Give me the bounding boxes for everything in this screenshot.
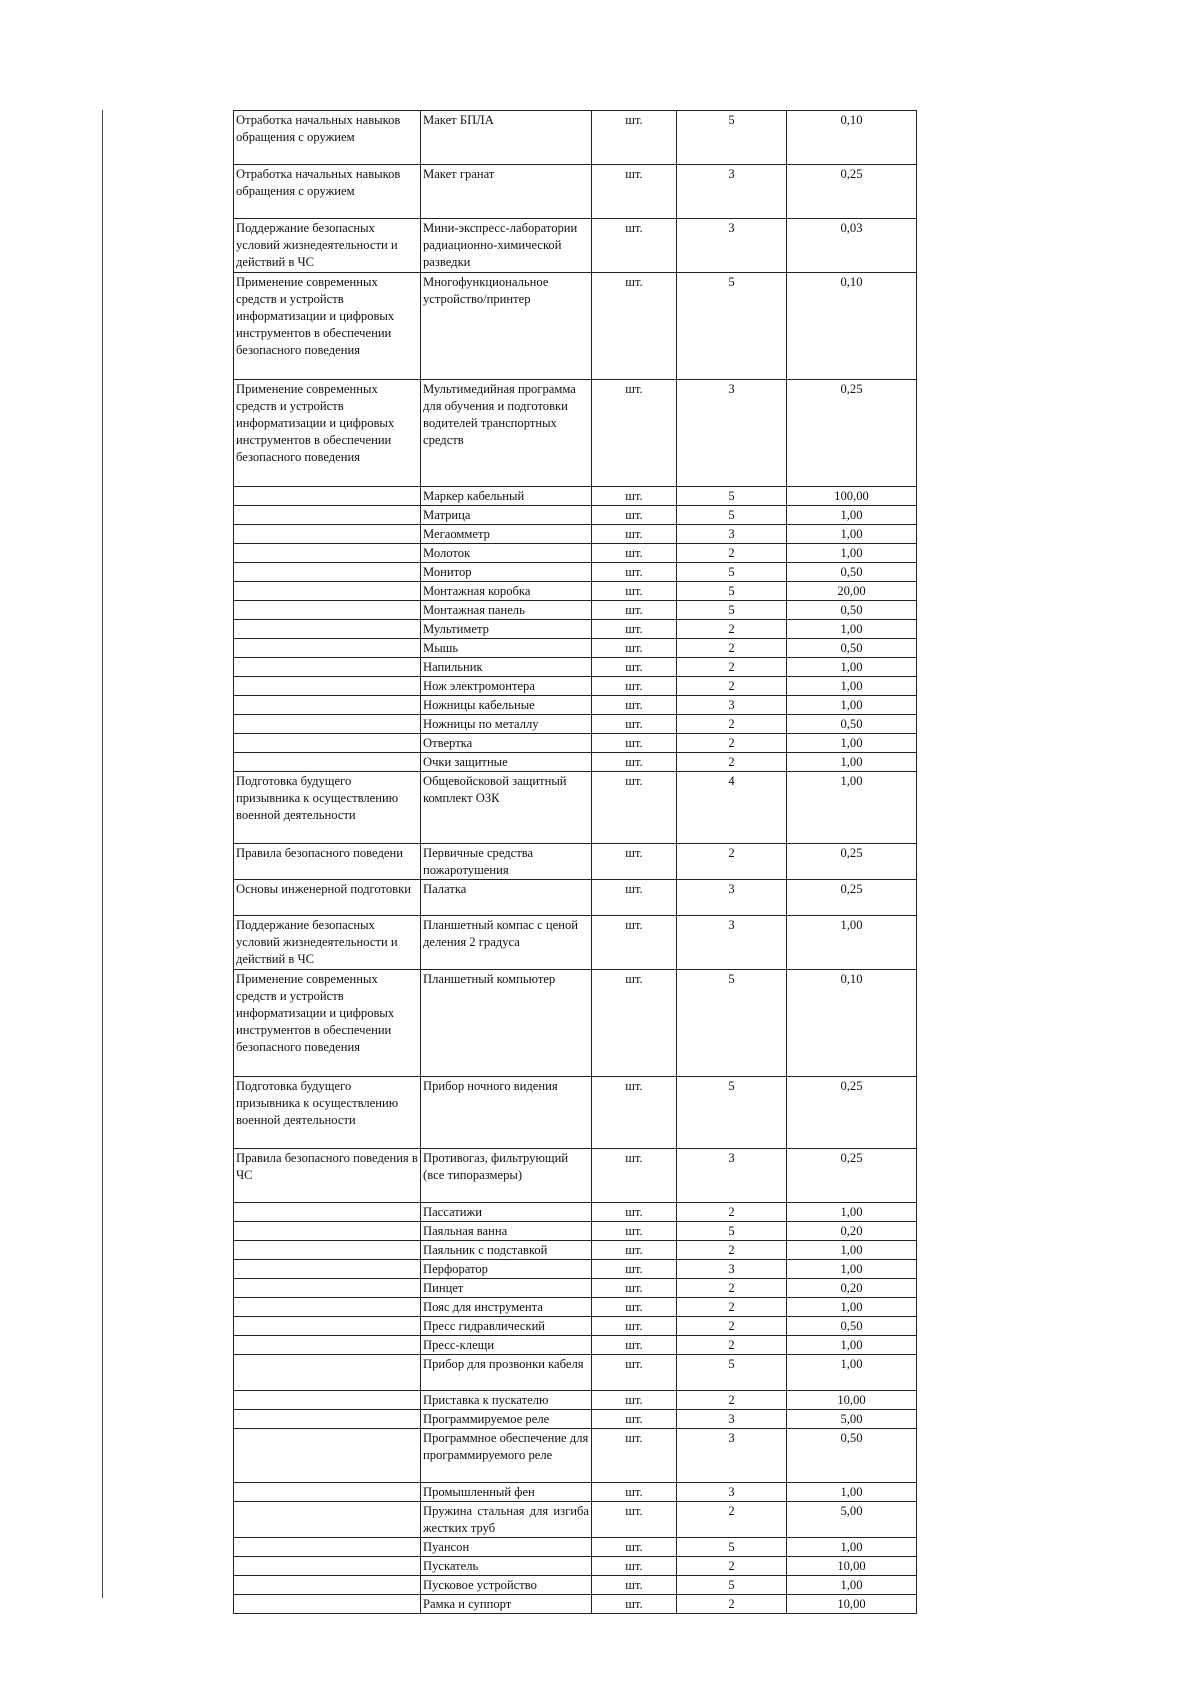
section-cell	[234, 734, 421, 753]
quantity-cell: 3	[677, 880, 787, 916]
item-name-cell: Матрица	[421, 506, 592, 525]
quantity-cell: 2	[677, 1317, 787, 1336]
item-name-cell: Пусковое устройство	[421, 1576, 592, 1595]
coefficient-cell: 0,50	[787, 563, 917, 582]
coefficient-cell: 0,25	[787, 880, 917, 916]
table-row	[234, 1077, 917, 1149]
section-cell	[234, 544, 421, 563]
coefficient-cell: 1,00	[787, 1260, 917, 1279]
table-row	[234, 1538, 917, 1557]
table-row	[234, 111, 917, 165]
coefficient-cell: 1,00	[787, 506, 917, 525]
page-margin-line	[102, 110, 103, 1598]
coefficient-cell: 1,00	[787, 1241, 917, 1260]
table-row	[234, 380, 917, 487]
table-row	[234, 677, 917, 696]
section-cell: Подготовка будущего призывника к осуществлению военной деятельности	[234, 772, 421, 844]
item-name-cell: Программируемое реле	[421, 1410, 592, 1429]
section-cell	[234, 1410, 421, 1429]
quantity-cell: 2	[677, 658, 787, 677]
table-row	[234, 715, 917, 734]
item-name-cell: Монитор	[421, 563, 592, 582]
unit-cell: шт.	[592, 844, 677, 880]
table-row	[234, 1241, 917, 1260]
coefficient-cell: 0,25	[787, 844, 917, 880]
section-cell: Применение современных средств и устройств информатизации и цифровых инструментов в обеспечении безопасного поведения	[234, 380, 421, 487]
item-name-cell: Монтажная коробка	[421, 582, 592, 601]
coefficient-cell: 1,00	[787, 753, 917, 772]
item-name-cell: Пинцет	[421, 1279, 592, 1298]
section-cell	[234, 620, 421, 639]
item-name-cell: Монтажная панель	[421, 601, 592, 620]
item-name-cell: Пресс-клещи	[421, 1336, 592, 1355]
section-cell	[234, 715, 421, 734]
table-row	[234, 1149, 917, 1203]
section-cell: Отработка начальных навыков обращения с оружием	[234, 165, 421, 219]
quantity-cell: 2	[677, 1279, 787, 1298]
unit-cell: шт.	[592, 380, 677, 487]
unit-cell: шт.	[592, 525, 677, 544]
quantity-cell: 3	[677, 1149, 787, 1203]
item-name-cell: Мультимедийная программа для обучения и подготовки водителей транспортных средств	[421, 380, 592, 487]
quantity-cell: 2	[677, 715, 787, 734]
unit-cell: шт.	[592, 273, 677, 380]
coefficient-cell: 1,00	[787, 916, 917, 970]
coefficient-cell: 1,00	[787, 677, 917, 696]
section-cell	[234, 1557, 421, 1576]
unit-cell: шт.	[592, 639, 677, 658]
item-name-cell: Противогаз, фильтрующий (все типоразмеры)	[421, 1149, 592, 1203]
coefficient-cell: 1,00	[787, 1355, 917, 1391]
equipment-table-body	[234, 111, 917, 1614]
unit-cell: шт.	[592, 1595, 677, 1614]
item-name-cell: Палатка	[421, 880, 592, 916]
item-name-cell: Перфоратор	[421, 1260, 592, 1279]
table-row	[234, 753, 917, 772]
table-row	[234, 772, 917, 844]
item-name-cell: Многофункциональное устройство/принтер	[421, 273, 592, 380]
unit-cell: шт.	[592, 111, 677, 165]
item-name-cell: Паяльная ванна	[421, 1222, 592, 1241]
unit-cell: шт.	[592, 544, 677, 563]
unit-cell: шт.	[592, 734, 677, 753]
table-row	[234, 165, 917, 219]
quantity-cell: 2	[677, 1336, 787, 1355]
quantity-cell: 3	[677, 165, 787, 219]
quantity-cell: 2	[677, 1241, 787, 1260]
quantity-cell: 3	[677, 696, 787, 715]
quantity-cell: 3	[677, 1260, 787, 1279]
table-row	[234, 544, 917, 563]
section-cell: Правила безопасного поведения в ЧС	[234, 1149, 421, 1203]
section-cell: Применение современных средств и устройств информатизации и цифровых инструментов в обеспечении безопасного поведения	[234, 970, 421, 1077]
table-row	[234, 273, 917, 380]
table-row	[234, 1595, 917, 1614]
item-name-cell: Мышь	[421, 639, 592, 658]
coefficient-cell: 1,00	[787, 525, 917, 544]
table-row	[234, 916, 917, 970]
unit-cell: шт.	[592, 970, 677, 1077]
coefficient-cell: 0,10	[787, 970, 917, 1077]
table-row	[234, 1203, 917, 1222]
table-row	[234, 970, 917, 1077]
table-row	[234, 1260, 917, 1279]
item-name-cell: Приставка к пускателю	[421, 1391, 592, 1410]
item-name-cell: Пускатель	[421, 1557, 592, 1576]
coefficient-cell: 0,25	[787, 1077, 917, 1149]
coefficient-cell: 1,00	[787, 734, 917, 753]
item-name-cell: Ножницы кабельные	[421, 696, 592, 715]
quantity-cell: 2	[677, 1557, 787, 1576]
quantity-cell: 2	[677, 620, 787, 639]
unit-cell: шт.	[592, 1410, 677, 1429]
coefficient-cell: 5,00	[787, 1502, 917, 1538]
section-cell	[234, 658, 421, 677]
coefficient-cell: 20,00	[787, 582, 917, 601]
section-cell	[234, 1298, 421, 1317]
coefficient-cell: 1,00	[787, 544, 917, 563]
coefficient-cell: 0,25	[787, 380, 917, 487]
coefficient-cell: 0,50	[787, 639, 917, 658]
table-row	[234, 1502, 917, 1538]
table-row	[234, 582, 917, 601]
quantity-cell: 2	[677, 639, 787, 658]
quantity-cell: 2	[677, 1298, 787, 1317]
unit-cell: шт.	[592, 696, 677, 715]
coefficient-cell: 0,03	[787, 219, 917, 273]
quantity-cell: 5	[677, 111, 787, 165]
coefficient-cell: 100,00	[787, 487, 917, 506]
table-row	[234, 620, 917, 639]
section-cell	[234, 1260, 421, 1279]
quantity-cell: 5	[677, 582, 787, 601]
unit-cell: шт.	[592, 880, 677, 916]
table-row	[234, 506, 917, 525]
table-row	[234, 1576, 917, 1595]
section-cell	[234, 1595, 421, 1614]
unit-cell: шт.	[592, 165, 677, 219]
item-name-cell: Общевойсковой защитный комплект ОЗК	[421, 772, 592, 844]
quantity-cell: 2	[677, 677, 787, 696]
unit-cell: шт.	[592, 563, 677, 582]
section-cell	[234, 506, 421, 525]
quantity-cell: 5	[677, 1077, 787, 1149]
table-row	[234, 601, 917, 620]
item-name-cell: Первичные средства пожаротушения	[421, 844, 592, 880]
quantity-cell: 5	[677, 1355, 787, 1391]
coefficient-cell: 1,00	[787, 658, 917, 677]
unit-cell: шт.	[592, 1557, 677, 1576]
coefficient-cell: 1,00	[787, 1298, 917, 1317]
quantity-cell: 5	[677, 273, 787, 380]
quantity-cell: 5	[677, 970, 787, 1077]
unit-cell: шт.	[592, 1483, 677, 1502]
table-row	[234, 1483, 917, 1502]
unit-cell: шт.	[592, 753, 677, 772]
section-cell	[234, 1203, 421, 1222]
section-cell	[234, 1317, 421, 1336]
quantity-cell: 5	[677, 487, 787, 506]
coefficient-cell: 0,10	[787, 273, 917, 380]
unit-cell: шт.	[592, 1355, 677, 1391]
item-name-cell: Макет гранат	[421, 165, 592, 219]
unit-cell: шт.	[592, 1203, 677, 1222]
unit-cell: шт.	[592, 772, 677, 844]
item-name-cell: Пресс гидравлический	[421, 1317, 592, 1336]
item-name-cell: Прибор ночного видения	[421, 1077, 592, 1149]
quantity-cell: 2	[677, 1595, 787, 1614]
unit-cell: шт.	[592, 658, 677, 677]
table-row	[234, 1298, 917, 1317]
section-cell	[234, 677, 421, 696]
section-cell: Поддержание безопасных условий жизнедеятельности и действий в ЧС	[234, 219, 421, 273]
coefficient-cell: 10,00	[787, 1391, 917, 1410]
coefficient-cell: 1,00	[787, 620, 917, 639]
item-name-cell: Пассатижи	[421, 1203, 592, 1222]
coefficient-cell: 0,10	[787, 111, 917, 165]
coefficient-cell: 0,50	[787, 1429, 917, 1483]
item-name-cell: Молоток	[421, 544, 592, 563]
quantity-cell: 3	[677, 525, 787, 544]
coefficient-cell: 10,00	[787, 1557, 917, 1576]
quantity-cell: 5	[677, 563, 787, 582]
coefficient-cell: 0,25	[787, 1149, 917, 1203]
table-row	[234, 696, 917, 715]
quantity-cell: 3	[677, 219, 787, 273]
quantity-cell: 2	[677, 753, 787, 772]
quantity-cell: 5	[677, 506, 787, 525]
section-cell: Применение современных средств и устройств информатизации и цифровых инструментов в обеспечении безопасного поведения	[234, 273, 421, 380]
quantity-cell: 3	[677, 1483, 787, 1502]
table-row	[234, 658, 917, 677]
quantity-cell: 5	[677, 1538, 787, 1557]
section-cell	[234, 582, 421, 601]
section-cell	[234, 1538, 421, 1557]
item-name-cell: Мультиметр	[421, 620, 592, 639]
unit-cell: шт.	[592, 219, 677, 273]
quantity-cell: 2	[677, 1502, 787, 1538]
coefficient-cell: 1,00	[787, 1336, 917, 1355]
quantity-cell: 3	[677, 1410, 787, 1429]
unit-cell: шт.	[592, 620, 677, 639]
coefficient-cell: 1,00	[787, 772, 917, 844]
section-cell	[234, 1429, 421, 1483]
coefficient-cell: 10,00	[787, 1595, 917, 1614]
unit-cell: шт.	[592, 1502, 677, 1538]
table-row	[234, 844, 917, 880]
section-cell	[234, 563, 421, 582]
unit-cell: шт.	[592, 1317, 677, 1336]
unit-cell: шт.	[592, 1260, 677, 1279]
coefficient-cell: 0,20	[787, 1279, 917, 1298]
coefficient-cell: 0,25	[787, 165, 917, 219]
unit-cell: шт.	[592, 582, 677, 601]
table-row	[234, 1317, 917, 1336]
item-name-cell: Напильник	[421, 658, 592, 677]
coefficient-cell: 0,50	[787, 601, 917, 620]
item-name-cell: Программное обеспечение для программируемого реле	[421, 1429, 592, 1483]
section-cell	[234, 1391, 421, 1410]
quantity-cell: 4	[677, 772, 787, 844]
coefficient-cell: 1,00	[787, 1538, 917, 1557]
section-cell: Поддержание безопасных условий жизнедеятельности и действий в ЧС	[234, 916, 421, 970]
coefficient-cell: 0,50	[787, 715, 917, 734]
item-name-cell: Мини-экспресс-лаборатории радиационно-химической разведки	[421, 219, 592, 273]
table-row	[234, 1410, 917, 1429]
item-name-cell: Пояс для инструмента	[421, 1298, 592, 1317]
section-cell	[234, 1355, 421, 1391]
table-row	[234, 1429, 917, 1483]
section-cell	[234, 1222, 421, 1241]
section-cell	[234, 753, 421, 772]
table-row	[234, 1391, 917, 1410]
unit-cell: шт.	[592, 487, 677, 506]
unit-cell: шт.	[592, 1576, 677, 1595]
section-cell: Основы инженерной подготовки	[234, 880, 421, 916]
unit-cell: шт.	[592, 715, 677, 734]
unit-cell: шт.	[592, 1279, 677, 1298]
unit-cell: шт.	[592, 916, 677, 970]
unit-cell: шт.	[592, 1149, 677, 1203]
quantity-cell: 3	[677, 380, 787, 487]
table-row	[234, 563, 917, 582]
quantity-cell: 2	[677, 734, 787, 753]
section-cell	[234, 1279, 421, 1298]
section-cell	[234, 487, 421, 506]
table-row	[234, 1222, 917, 1241]
coefficient-cell: 1,00	[787, 1203, 917, 1222]
item-name-cell: Очки защитные	[421, 753, 592, 772]
table-row	[234, 734, 917, 753]
section-cell	[234, 1241, 421, 1260]
item-name-cell: Паяльник с подставкой	[421, 1241, 592, 1260]
unit-cell: шт.	[592, 506, 677, 525]
quantity-cell: 3	[677, 916, 787, 970]
table-row	[234, 219, 917, 273]
quantity-cell: 3	[677, 1429, 787, 1483]
table-row	[234, 1279, 917, 1298]
item-name-cell: Планшетный компас с ценой деления 2 градуса	[421, 916, 592, 970]
unit-cell: шт.	[592, 1538, 677, 1557]
unit-cell: шт.	[592, 1241, 677, 1260]
table-row	[234, 1336, 917, 1355]
table-row	[234, 525, 917, 544]
item-name-cell: Планшетный компьютер	[421, 970, 592, 1077]
table-row	[234, 880, 917, 916]
item-name-cell: Мегаомметр	[421, 525, 592, 544]
unit-cell: шт.	[592, 677, 677, 696]
section-cell	[234, 639, 421, 658]
section-cell: Отработка начальных навыков обращения с оружием	[234, 111, 421, 165]
section-cell: Подготовка будущего призывника к осуществлению военной деятельности	[234, 1077, 421, 1149]
coefficient-cell: 1,00	[787, 1576, 917, 1595]
coefficient-cell: 0,50	[787, 1317, 917, 1336]
unit-cell: шт.	[592, 1077, 677, 1149]
table-row	[234, 639, 917, 658]
table-row	[234, 1557, 917, 1576]
quantity-cell: 2	[677, 1203, 787, 1222]
item-name-cell: Отвертка	[421, 734, 592, 753]
quantity-cell: 2	[677, 544, 787, 563]
unit-cell: шт.	[592, 1298, 677, 1317]
section-cell	[234, 1576, 421, 1595]
quantity-cell: 2	[677, 1391, 787, 1410]
unit-cell: шт.	[592, 1222, 677, 1241]
quantity-cell: 5	[677, 601, 787, 620]
coefficient-cell: 1,00	[787, 696, 917, 715]
section-cell	[234, 696, 421, 715]
section-cell	[234, 525, 421, 544]
item-name-cell: Нож электромонтера	[421, 677, 592, 696]
quantity-cell: 2	[677, 844, 787, 880]
unit-cell: шт.	[592, 1429, 677, 1483]
item-name-cell: Маркер кабельный	[421, 487, 592, 506]
section-cell	[234, 1502, 421, 1538]
item-name-cell: Пружина стальная для изгиба жестких труб	[421, 1502, 592, 1538]
table-row	[234, 1355, 917, 1391]
item-name-cell: Макет БПЛА	[421, 111, 592, 165]
section-cell	[234, 1483, 421, 1502]
section-cell: Правила безопасного поведени	[234, 844, 421, 880]
item-name-cell: Ножницы по металлу	[421, 715, 592, 734]
item-name-cell: Пуансон	[421, 1538, 592, 1557]
table-row	[234, 487, 917, 506]
coefficient-cell: 5,00	[787, 1410, 917, 1429]
section-cell	[234, 601, 421, 620]
item-name-cell: Рамка и суппорт	[421, 1595, 592, 1614]
quantity-cell: 5	[677, 1222, 787, 1241]
item-name-cell: Прибор для прозвонки кабеля	[421, 1355, 592, 1391]
unit-cell: шт.	[592, 1391, 677, 1410]
quantity-cell: 5	[677, 1576, 787, 1595]
coefficient-cell: 1,00	[787, 1483, 917, 1502]
item-name-cell: Промышленный фен	[421, 1483, 592, 1502]
unit-cell: шт.	[592, 601, 677, 620]
unit-cell: шт.	[592, 1336, 677, 1355]
equipment-table	[233, 110, 917, 1614]
section-cell	[234, 1336, 421, 1355]
coefficient-cell: 0,20	[787, 1222, 917, 1241]
